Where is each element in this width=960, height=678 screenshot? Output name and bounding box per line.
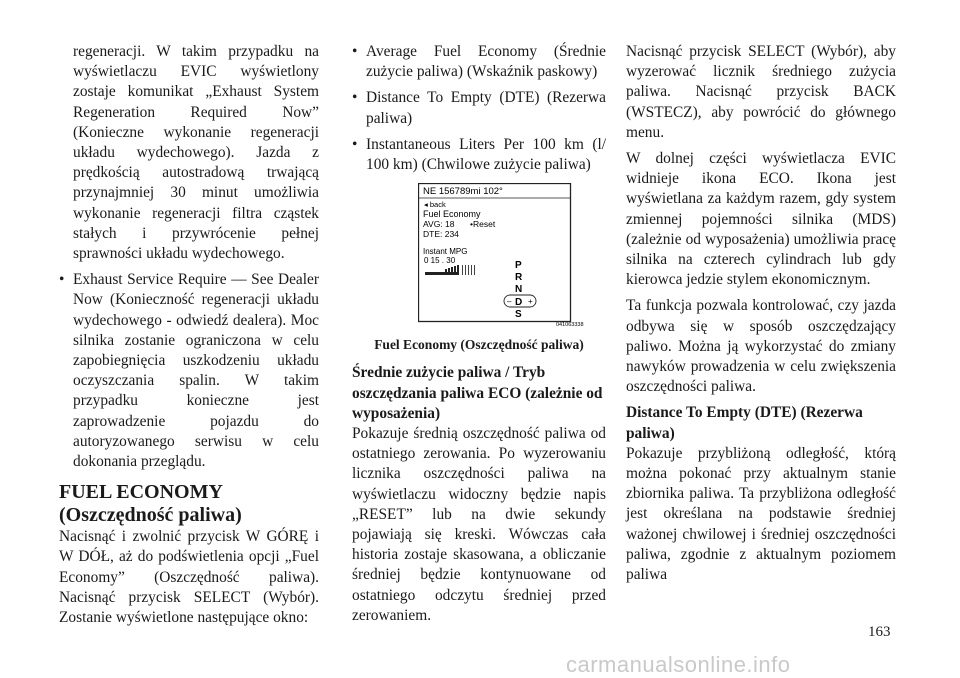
gear-n: N <box>515 284 523 296</box>
bullet-text: Average Fuel Economy (Średnie zużycie paliwa) (Wskaźnik paskowy) <box>366 43 606 81</box>
gear-d: D <box>515 297 523 309</box>
bullet-text: Exhaust Service Require — See Dealer Now (Konieczność regeneracji układu wydechowego - odwiedź dealera). Moc silnika zostanie ograniczona w celu zapobiegnięcia uszkodzeniu układu oczyszczania spalin. W takim przypadku konieczne jest zaprowadzenie pojazdu do autoryzowanego serwisu w celu dokonania przeglądu. <box>73 271 319 471</box>
gear-p: P <box>515 260 522 272</box>
page-number: 163 <box>868 624 891 640</box>
gear-plus: + <box>528 297 533 307</box>
figure-code: 041063338 <box>556 322 584 329</box>
list-item <box>352 135 606 175</box>
list-item <box>352 42 606 82</box>
bullet-text: Instantaneous Liters Per 100 km (l/ 100 km) (Chwilowe zużycie paliwa) <box>366 135 606 174</box>
bullet-list <box>352 42 606 175</box>
evic-display-svg <box>418 183 598 329</box>
gear-s: S <box>515 309 522 321</box>
bullet-list <box>59 270 319 472</box>
evic-display-figure <box>418 183 598 329</box>
column-left <box>59 42 319 628</box>
column-right <box>626 42 896 585</box>
bullet-glyph: • <box>352 43 358 60</box>
gear-r: R <box>515 272 523 284</box>
avg-value: AVG: 18 <box>423 219 455 230</box>
back-link: ◂ back <box>424 200 446 210</box>
paragraph: Nacisnąć przycisk SELECT (Wybór), aby wyzerować licznik średniego zużycia paliwa. Nacisnąć przycisk BACK (WSTECZ), aby powrócić do głównego menu. <box>626 43 896 141</box>
list-item <box>352 88 606 128</box>
paragraph: Pokazuje średnią oszczędność paliwa od ostatniego zerowania. Po wyzerowaniu licznika oszczędności paliwa na wyświetlaczu widoczny będzie napis „RESET” lub na dwie sekundy pojawiają się kreski. Wówczas cała historia zostaje skasowana, a obliczanie średniej będzie kontynuowane od ostatniego odczytu średniej przed zerowaniem. <box>352 425 606 624</box>
mpg-scale: 0 15 . 30 <box>424 256 456 266</box>
paragraph: Pokazuje przybliżoną odległość, którą można pokonać przy aktualnym stanie zbiornika paliwa. Ta przybliżona odległość jest określana na podstawie średniej ważonej chwilowej i średniej oszczędności paliwa, zgodnie z aktualnym poziomem paliwa <box>626 444 896 584</box>
bullet-glyph: • <box>352 89 358 107</box>
bullet-text: Distance To Empty (DTE) (Rezerwa paliwa) <box>366 89 606 127</box>
paragraph: Nacisnąć i zwolnić przycisk W GÓRĘ i W DÓŁ, aż do podświetlenia opcji „Fuel Economy” (Oszczędność paliwa). Nacisnąć przycisk SELECT (Wybór). Zostanie wyświetlone następujące okno: <box>59 528 319 627</box>
dte-value: DTE: 234 <box>423 229 459 240</box>
list-item <box>59 270 319 472</box>
paragraph: W dolnej części wyświetlacza EVIC widnieje ikona ECO. Ikona jest wyświetlana za każdym razem, gdy system zmiennej pojemności silnika (MDS) (zależnie od wyposażenia) umożliwia pracę silnika na czterech cylindrach lub gdy kierowca jedzie stylem ekonomicznym. <box>626 150 896 289</box>
reset-option: •Reset <box>470 219 496 230</box>
section-heading <box>59 481 319 527</box>
column-middle <box>352 42 606 626</box>
compass-odometer: NE 156789mi 102° <box>423 186 503 198</box>
fuel-economy-title: Fuel Economy <box>423 209 481 220</box>
bullet-glyph: • <box>59 271 65 289</box>
watermark: carmanualsonline.info <box>566 652 791 677</box>
gear-minus: – <box>507 297 512 307</box>
heading-line1: FUEL ECONOMY <box>59 481 223 504</box>
figure-caption: Fuel Economy (Oszczędność paliwa) <box>374 337 584 353</box>
subheading: Distance To Empty (DTE) (Rezerwa paliwa) <box>626 404 863 442</box>
paragraph-continuation: regeneracji. W takim przypadku na wyświetlaczu EVIC wyświetlony zostaje komunikat „Exhaust System Regeneration Required Now” (Konieczne wykonanie regeneracji układu wydechowego). Jazda z prędkością autostradową trwającą przynajmniej 30 minut umożliwia wykonanie regeneracji filtra cząstek stałych i przywrócenie pełnej sprawności układu wydechowego. <box>73 43 319 263</box>
instant-mpg-label: Instant MPG <box>423 247 468 257</box>
paragraph: Ta funkcja pozwala kontrolować, czy jazda odbywa się w sposób oszczędzający paliwo. Można ją wykorzystać do zmiany nawyków prowadzenia w celu zwiększenia oszczędności paliwa. <box>626 297 896 396</box>
bullet-glyph: • <box>352 135 358 153</box>
subheading: Średnie zużycie paliwa / Tryb oszczędzania paliwa ECO (zależnie od wyposażenia) <box>352 364 603 422</box>
heading-line2: (Oszczędność paliwa) <box>59 504 242 527</box>
